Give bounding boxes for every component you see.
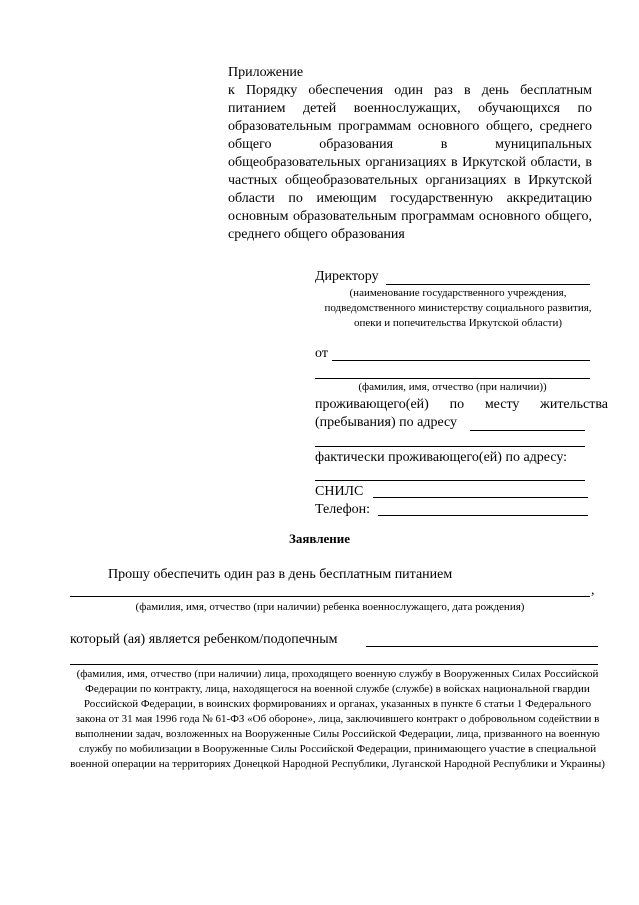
child-name-line[interactable] [70, 596, 590, 597]
serviceman-line[interactable] [366, 646, 598, 647]
director-hint: (наименование государственного учреждения, подведомственного министерству социального развития, опеки и попечительства Иркутской области) [324, 287, 592, 329]
appendix-title: Приложение [228, 65, 304, 80]
statement-heading: Заявление [288, 531, 351, 546]
serviceman-hint: (фамилия, имя, отчество (при наличии) лица, проходящего военную службу в Вооруженных Силах Российской Федерации по контракту, лица, находящегося на военной службе (службе) в войсках национальной гвардии Российской Федерации, в воинских формированиях и органах, указанных в пункте 6 статьи 1 Федерального закона от 31 мая 1996 года № 61-ФЗ «Об обороне», лица, заключившего контракт о добровольном содействии в выполнении задач, возложенных на Вооруженные Силы Российской Федерации, лица, призванного на военную службу по мобилизации в Вооруженные Силы Российской Федерации, принимающего участие в специальной военной операции на территориях Донецкой Народной Республики, Луганской Народной Республики и Украины) [70, 668, 605, 770]
child-comma: , [591, 583, 595, 598]
residing-address-line[interactable] [470, 430, 585, 431]
residing-line-2: (пребывания) по адресу [315, 415, 458, 430]
request-text: Прошу обеспечить один раз в день бесплатным питанием [108, 567, 453, 582]
from-line[interactable] [332, 360, 590, 361]
fio-hint: (фамилия, имя, отчество (при наличии)) [358, 381, 547, 393]
phone-label: Телефон: [315, 502, 371, 517]
snils-label: СНИЛС [315, 484, 364, 499]
child-hint: (фамилия, имя, отчество (при наличии) ребенка военнослужащего, дата рождения) [135, 601, 525, 613]
serviceman-line-2[interactable] [70, 664, 598, 665]
from-label: от [315, 346, 328, 361]
director-line[interactable] [386, 284, 590, 285]
actual-address-line[interactable] [315, 480, 585, 481]
appendix-text: к Порядку обеспечения один раз в день бесплатным питанием детей военнослужащих, обучающихся по образовательным программам основного общего, среднего общего образования в муниципальных общеобразовательных организациях в Иркутской области, в частных общеобразовательных организациях в Иркутской области по имеющим государственную аккредитацию основным образовательным программам основного общего, среднего общего образования [228, 83, 592, 242]
residing-address-line-2[interactable] [315, 446, 585, 447]
child-of-label: который (ая) является ребенком/подопечным [70, 632, 338, 647]
actual-address-label: фактически проживающего(ей) по адресу: [315, 450, 568, 465]
residing-line-1: проживающего(ей) по месту жительства [315, 397, 608, 412]
director-label: Директору [315, 269, 379, 284]
from-line-2[interactable] [315, 378, 590, 379]
appendix-block [228, 64, 592, 244]
snils-line[interactable] [373, 497, 588, 498]
phone-line[interactable] [378, 515, 588, 516]
